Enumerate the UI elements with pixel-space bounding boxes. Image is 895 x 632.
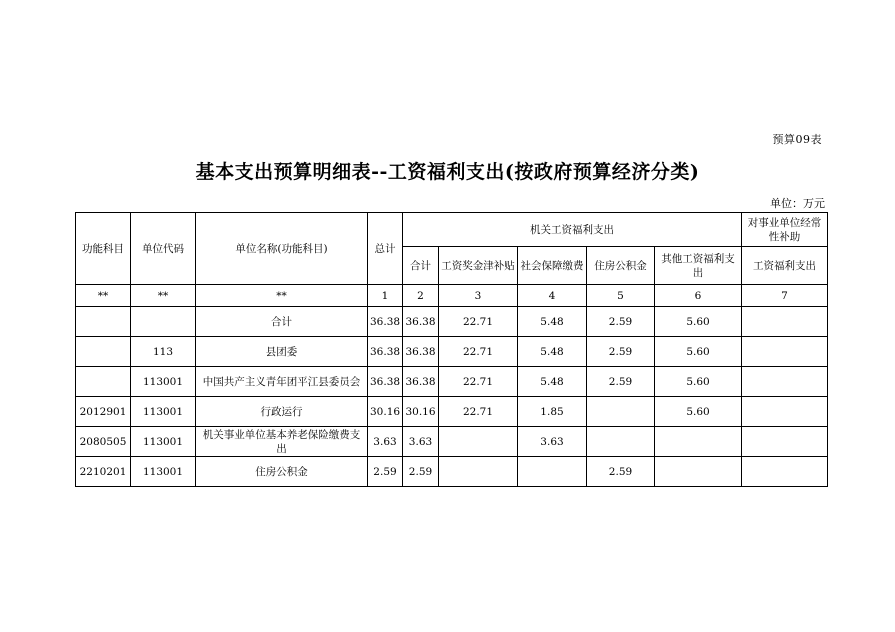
cell-social-security: 5.48 xyxy=(518,307,587,337)
cell-unit-name: 中国共产主义青年团平江县委员会 xyxy=(196,367,368,397)
column-number: 1 xyxy=(368,285,403,307)
cell-other-welfare: 5.60 xyxy=(655,337,742,367)
cell-unit-name: 行政运行 xyxy=(196,397,368,427)
cell-org-subtotal: 3.63 xyxy=(403,427,439,457)
cell-unit-name: 合计 xyxy=(196,307,368,337)
cell-unit-code: 113 xyxy=(131,337,196,367)
cell-housing-fund: 2.59 xyxy=(587,457,655,487)
cell-salary-bonus xyxy=(439,457,518,487)
cell-subsidy-salary xyxy=(742,307,828,337)
cell-salary-bonus: 22.71 xyxy=(439,367,518,397)
cell-func-subject xyxy=(76,337,131,367)
cell-salary-bonus: 22.71 xyxy=(439,337,518,367)
cell-salary-bonus: 22.71 xyxy=(439,307,518,337)
cell-total: 36.38 xyxy=(368,367,403,397)
table-row xyxy=(76,367,828,397)
cell-unit-name: 县团委 xyxy=(196,337,368,367)
header-other-welfare: 其他工资福利支出 xyxy=(655,247,742,285)
header-func-subject: 功能科目 xyxy=(76,213,131,285)
cell-housing-fund: 2.59 xyxy=(587,367,655,397)
cell-social-security xyxy=(518,457,587,487)
cell-other-welfare: 5.60 xyxy=(655,397,742,427)
cell-subsidy-salary xyxy=(742,337,828,367)
column-number: 5 xyxy=(587,285,655,307)
form-number: 预算09表 xyxy=(772,133,822,146)
cell-subsidy-salary xyxy=(742,367,828,397)
cell-social-security: 5.48 xyxy=(518,367,587,397)
cell-func-subject: 2210201 xyxy=(76,457,131,487)
cell-unit-code: 113001 xyxy=(131,457,196,487)
cell-subsidy-salary xyxy=(742,427,828,457)
header-org-group: 机关工资福利支出 xyxy=(403,213,742,247)
cell-org-subtotal: 36.38 xyxy=(403,337,439,367)
header-subsidy-salary: 工资福利支出 xyxy=(742,247,828,285)
cell-unit-code: 113001 xyxy=(131,427,196,457)
table-row xyxy=(76,427,828,457)
header-subsidy-group: 对事业单位经常性补助 xyxy=(742,213,828,247)
cell-salary-bonus: 22.71 xyxy=(439,397,518,427)
table-row xyxy=(76,337,828,367)
cell-social-security: 5.48 xyxy=(518,337,587,367)
cell-org-subtotal: 30.16 xyxy=(403,397,439,427)
cell-other-welfare: 5.60 xyxy=(655,307,742,337)
cell-unit-name: 住房公积金 xyxy=(196,457,368,487)
cell-subsidy-salary xyxy=(742,457,828,487)
header-salary-bonus: 工资奖金津补贴 xyxy=(439,247,518,285)
cell-other-welfare xyxy=(655,427,742,457)
cell-org-subtotal: 36.38 xyxy=(403,307,439,337)
cell-housing-fund xyxy=(587,427,655,457)
cell-housing-fund: 2.59 xyxy=(587,337,655,367)
column-number: 2 xyxy=(403,285,439,307)
cell-social-security: 1.85 xyxy=(518,397,587,427)
cell-func-subject xyxy=(76,367,131,397)
cell-total: 36.38 xyxy=(368,307,403,337)
cell-social-security: 3.63 xyxy=(518,427,587,457)
cell-unit-code: 113001 xyxy=(131,367,196,397)
cell-unit-name: 机关事业单位基本养老保险缴费支出 xyxy=(196,427,368,457)
header-org-subtotal: 合计 xyxy=(403,247,439,285)
header-housing-fund: 住房公积金 xyxy=(587,247,655,285)
cell-housing-fund xyxy=(587,397,655,427)
cell-func-subject: 2080505 xyxy=(76,427,131,457)
table-row xyxy=(76,307,828,337)
cell-total: 3.63 xyxy=(368,427,403,457)
cell-org-subtotal: 2.59 xyxy=(403,457,439,487)
cell-func-subject: 2012901 xyxy=(76,397,131,427)
cell-total: 36.38 xyxy=(368,337,403,367)
column-number: 7 xyxy=(742,285,828,307)
column-number: 6 xyxy=(655,285,742,307)
column-number: ** xyxy=(131,285,196,307)
column-number: 3 xyxy=(439,285,518,307)
cell-func-subject xyxy=(76,307,131,337)
cell-housing-fund: 2.59 xyxy=(587,307,655,337)
cell-other-welfare xyxy=(655,457,742,487)
cell-subsidy-salary xyxy=(742,397,828,427)
header-total: 总计 xyxy=(368,213,403,285)
header-unit-code: 单位代码 xyxy=(131,213,196,285)
table-row xyxy=(76,457,828,487)
column-number-row xyxy=(76,285,828,307)
cell-org-subtotal: 36.38 xyxy=(403,367,439,397)
header-social-security: 社会保障缴费 xyxy=(518,247,587,285)
cell-unit-code: 113001 xyxy=(131,397,196,427)
budget-table xyxy=(75,212,828,487)
cell-total: 2.59 xyxy=(368,457,403,487)
cell-total: 30.16 xyxy=(368,397,403,427)
header-unit-name: 单位名称(功能科目) xyxy=(196,213,368,285)
column-number: ** xyxy=(76,285,131,307)
column-number: 4 xyxy=(518,285,587,307)
page-title: 基本支出预算明细表--工资福利支出(按政府预算经济分类) xyxy=(195,161,700,183)
table-row xyxy=(76,397,828,427)
cell-salary-bonus xyxy=(439,427,518,457)
cell-other-welfare: 5.60 xyxy=(655,367,742,397)
column-number: ** xyxy=(196,285,368,307)
cell-unit-code xyxy=(131,307,196,337)
unit-label: 单位：万元 xyxy=(770,197,825,210)
